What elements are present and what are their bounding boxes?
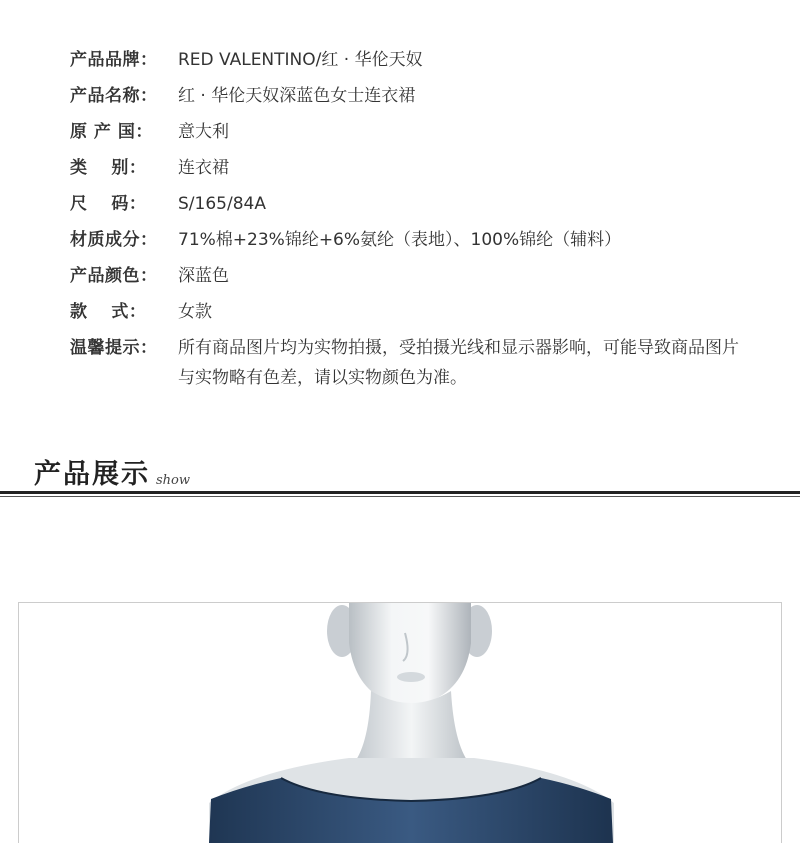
spec-value-name: 红 · 华伦天奴深蓝色女士连衣裙 xyxy=(178,86,416,106)
spec-row-name xyxy=(70,78,760,114)
spec-row-brand xyxy=(70,42,760,78)
spec-label-notice: 温馨提示： xyxy=(70,338,158,358)
spec-row-material xyxy=(70,222,760,258)
spec-label-color: 产品颜色： xyxy=(70,266,158,286)
mannequin-head xyxy=(349,603,471,705)
spec-row-style xyxy=(70,294,760,330)
spec-value-brand: RED VALENTINO/红 · 华伦天奴 xyxy=(178,50,423,70)
section-subtitle: show xyxy=(156,473,190,488)
spec-label-style: 款 式： xyxy=(70,302,147,322)
spec-value-size: S/165/84A xyxy=(178,194,266,214)
spec-value-style: 女款 xyxy=(178,302,212,322)
mannequin-image xyxy=(19,603,781,843)
spec-row-color xyxy=(70,258,760,294)
product-spec-list xyxy=(70,42,760,390)
spec-label-size: 尺 码： xyxy=(70,194,147,214)
spec-label-material: 材质成分： xyxy=(70,230,158,250)
spec-label-brand: 产品品牌： xyxy=(70,50,158,70)
mannequin-lips xyxy=(397,672,425,682)
section-header-product-display xyxy=(34,452,190,491)
section-divider-thick xyxy=(0,491,800,494)
spec-row-origin xyxy=(70,114,760,150)
spec-label-origin: 原 产 国： xyxy=(70,122,153,142)
section-divider-thin xyxy=(0,496,800,497)
spec-value-origin: 意大利 xyxy=(178,122,229,142)
spec-value-category: 连衣裙 xyxy=(178,158,229,178)
section-title: 产品展示 xyxy=(34,459,150,490)
spec-value-material: 71%棉+23%锦纶+6%氨纶（表地）、100%锦纶（辅料） xyxy=(178,230,622,250)
spec-row-category xyxy=(70,150,760,186)
spec-value-color: 深蓝色 xyxy=(178,266,229,286)
spec-row-size xyxy=(70,186,760,222)
spec-label-name: 产品名称： xyxy=(70,86,158,106)
spec-label-category: 类 别： xyxy=(70,158,147,178)
spec-value-notice: 所有商品图片均为实物拍摄，受拍摄光线和显示器影响，可能导致商品图片与实物略有色差，请以实物颜色为准。 xyxy=(178,338,739,388)
product-photo xyxy=(18,602,782,843)
spec-row-notice xyxy=(70,330,760,390)
